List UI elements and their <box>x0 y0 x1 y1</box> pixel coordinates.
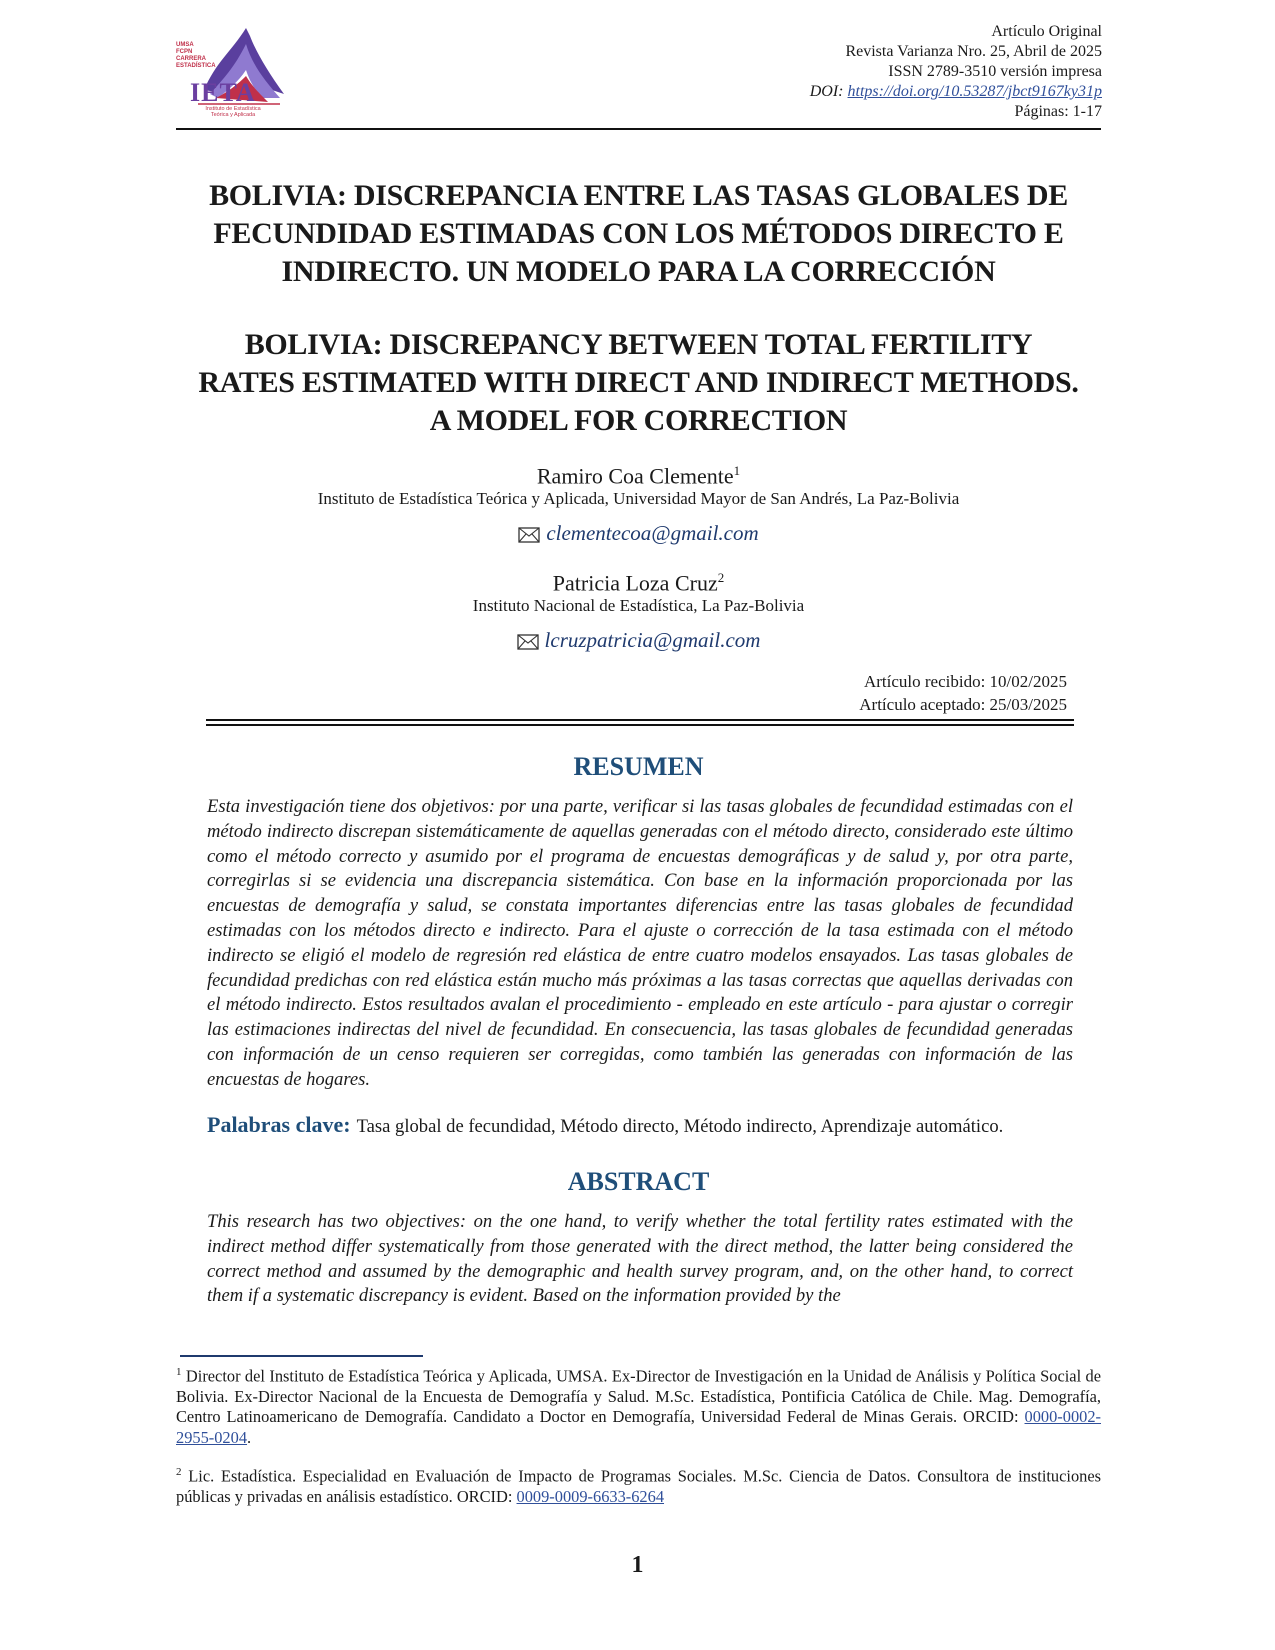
doi-link[interactable]: https://doi.org/10.53287/jbct9167ky31p <box>847 83 1102 100</box>
article-dates <box>859 670 1067 716</box>
journal-header <box>810 22 1102 122</box>
orcid-link[interactable]: 0009-0009-6633-6264 <box>516 1486 665 1506</box>
date-received: Artículo recibido: 10/02/2025 <box>863 672 1067 691</box>
keywords-text: Tasa global de fecundidad, Método directo, Método indirecto, Aprendizaje automático. <box>356 1116 1004 1137</box>
abstract-heading: ABSTRACT <box>567 1167 710 1196</box>
title-spanish: BOLIVIA: DISCREPANCIA ENTRE LAS TASAS GLOBALES DE FECUNDIDAD ESTIMADAS CON LOS MÉTODOS DIRECTO E INDIRECTO. UN MODELO PARA LA CORRECCIÓN <box>209 179 1068 288</box>
keywords-label: Palabras clave: <box>207 1112 351 1137</box>
logo-line: ESTADÍSTICA <box>176 63 216 69</box>
article-type: Artículo Original <box>991 23 1102 40</box>
footnote-divider <box>180 1355 423 1357</box>
page-number: 1 <box>631 1552 644 1578</box>
author-email[interactable]: lcruzpatricia@gmail.com <box>176 627 1101 653</box>
logo-acronym: IETA <box>190 78 256 107</box>
keywords <box>207 1112 1087 1140</box>
author-name: Patricia Loza Cruz$^2$ <box>552 570 725 596</box>
abstract-text: This research has two objectives: on the one hand, to verify whether the total fertility rates estimated with the indirect method differ systematically from those generated with the direct method, the latter being considered the correct method and assumed by the demographic and health survey program, and, on the other hand, to correct them if a systematic discrepancy is evident. Based on the information provided by the <box>207 1211 1073 1307</box>
author-email[interactable]: clementecoa@gmail.com <box>176 520 1101 546</box>
envelope-icon <box>518 527 540 543</box>
title-english: BOLIVIA: DISCREPANCY BETWEEN TOTAL FERTILITY RATES ESTIMATED WITH DIRECT AND INDIRECT METHODS. A MODEL FOR CORRECTION <box>198 328 1079 437</box>
divider-double-bottom <box>206 724 1074 726</box>
pages: Páginas: 1-17 <box>1014 103 1102 120</box>
resumen-heading: RESUMEN <box>573 752 704 781</box>
doi-label: DOI: <box>809 83 844 100</box>
logo-line: UMSA <box>176 42 194 48</box>
divider-double-top <box>206 719 1074 721</box>
resumen-text: Esta investigación tiene dos objetivos: por una parte, verificar si las tasas globales de fecundidad estimadas con el método indirecto discrepan sistemáticamente de aquellas generadas con el método directo, considerado este último como el método correcto y asumido por el programa de encuestas demográficas y de salud y, por otra parte, corregirlas si se evidencia una discrepancia sistemática. Con base en la información proporcionada por las encuestas de demografía y salud, se constata importantes diferencias entre las tasas globales de fecundidad estimadas con los métodos directo e indirecto. Para el ajuste o corrección de la tasa estimada con el método indirecto se eligió el modelo de regresión red elástica de entre cuatro modelos ensayados. Las tasas globales de fecundidad predichas con red elástica están mucho más próximas a las tasas correctas que aquellas derivadas con el método indirecto. Estos resultados avalan el procedimiento - empleado en este artículo - para ajustar o corregir las estimaciones indirectas del nivel de fecundidad. En consecuencia, las tasas globales de fecundidad generadas con información de un censo requieren ser corregidas, como también las generadas con información de las encuestas de hogares. <box>207 796 1073 1090</box>
header-divider <box>176 128 1101 130</box>
envelope-icon <box>517 634 539 650</box>
footnote-1: $^1$ Director del Instituto de Estadística Teórica y Aplicada, UMSA. Ex-Director de Investigación en la Unidad de Análisis y Política Social de Bolivia. Ex-Director Nacional de la Encuesta de Demografía y Salud. M.Sc. Estadística, Pontificia Católica de Chile. Mag. Demografía, Centro Latinoamericano de Demografía. Candidato a Doctor en Demografía, Universidad Federal de Minas Gerais. ORCID: 0000-0002-2955-0204. <box>176 1366 1101 1447</box>
author-name: Ramiro Coa Clemente$^1$ <box>536 463 741 489</box>
author-affiliation: Instituto Nacional de Estadística, La Paz-Bolivia <box>472 596 805 615</box>
logo-lines <box>176 42 216 70</box>
footnote-2: $^2$ Lic. Estadística. Especialidad en Evaluación de Impacto de Programas Sociales. M.Sc. Ciencia de Datos. Consultora de instituciones públicas y privadas en análisis estadístico. ORCID: 0009-0009-6633-6264 <box>176 1466 1101 1506</box>
issn: ISSN 2789-3510 versión impresa <box>888 63 1102 80</box>
logo-line: FCPN <box>176 49 193 55</box>
ieta-logo <box>176 22 288 122</box>
journal-issue: Revista Varianza Nro. 25, Abril de 2025 <box>845 43 1102 60</box>
logo-line: CARRERA <box>176 56 206 62</box>
logo-subtitle: Instituto de Estadística Teórica y Aplicada <box>205 106 261 118</box>
doi <box>810 82 1102 102</box>
author-affiliation: Instituto de Estadística Teórica y Aplicada, Universidad Mayor de San Andrés, La Paz-Bolivia <box>317 489 960 508</box>
date-accepted: Artículo aceptado: 25/03/2025 <box>859 695 1067 714</box>
orcid-link[interactable]: 0000-0002-2955-0204 <box>176 1407 1101 1447</box>
